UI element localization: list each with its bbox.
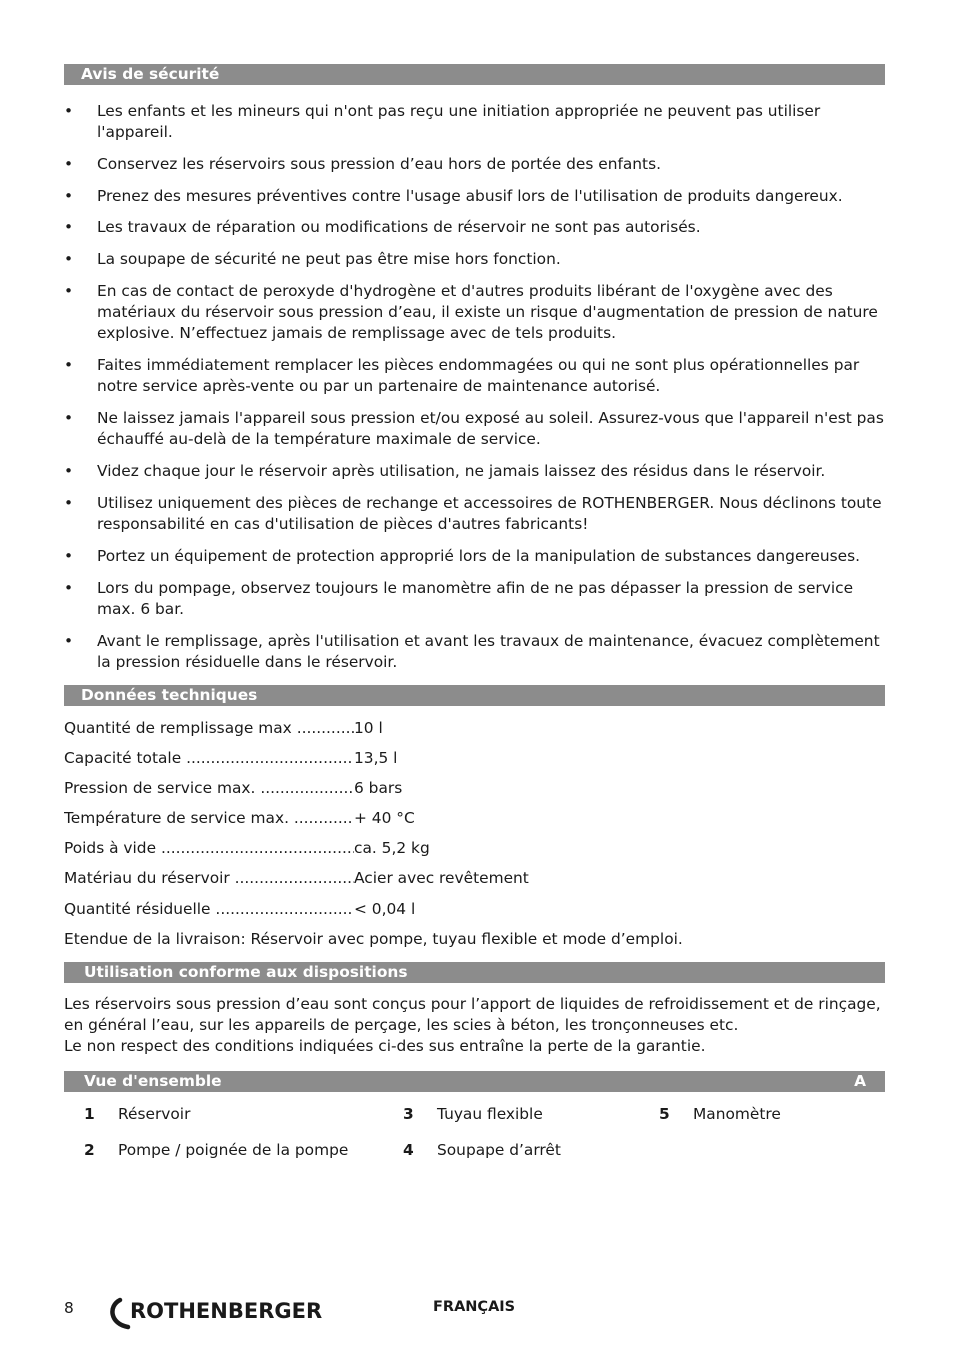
list-item: [64, 408, 894, 450]
tech-label: Pression de service max. .....: [64, 778, 354, 799]
bullet-icon: •: [64, 155, 74, 173]
text-line: en général l’eau, sur les appareils de perçage, les scies à béton, les tronçonneuses etc.: [64, 1016, 739, 1034]
bullet-icon: •: [64, 462, 74, 480]
overview-label: Manomètre: [693, 1105, 781, 1123]
section-header-technical: [64, 685, 885, 706]
brand-name: ROTHENBERGER: [130, 1299, 323, 1323]
list-item: [64, 578, 894, 620]
tech-label: Poids à vide .....: [64, 838, 354, 859]
tech-label: Température de service max. .....: [64, 808, 354, 829]
tech-value: + 40 °C: [354, 809, 415, 827]
list-item-text: Portez un équipement de protection approprié lors de la manipulation de substances dangereuses.: [97, 547, 861, 565]
overview-num: 5: [659, 1105, 670, 1123]
tech-label: Capacité totale .....: [64, 748, 354, 769]
figure-ref: A: [854, 1072, 866, 1090]
list-item: [64, 154, 894, 175]
overview-label: Soupape d’arrêt: [437, 1141, 561, 1159]
overview-label: Pompe / poignée de la pompe: [118, 1141, 349, 1159]
rothenberger-logo: [106, 1296, 346, 1332]
section-header-overview: [64, 1071, 885, 1092]
list-item-text: Videz chaque jour le réservoir après utilisation, ne jamais laissez des résidus dans le réservoir.: [97, 462, 826, 480]
list-item: [64, 281, 894, 344]
list-item: [64, 217, 894, 238]
section-title: Données techniques: [81, 686, 258, 704]
text-line: Les réservoirs sous pression d’eau sont conçus pour l’apport de liquides de refroidissement et de rinçage,: [64, 995, 881, 1013]
intended-use-text: [64, 994, 894, 1057]
bullet-icon: •: [64, 547, 74, 565]
list-item: [64, 249, 894, 270]
list-item-text: Faites immédiatement remplacer les pièces endommagées ou qui ne sont plus opérationnelles par notre service après-vente ou par un partenaire de maintenance autorisé.: [97, 356, 860, 395]
overview-num: 4: [403, 1141, 414, 1159]
bullet-icon: •: [64, 409, 74, 427]
list-item-text: Prenez des mesures préventives contre l'usage abusif lors de l'utilisation de produits dangereux.: [97, 187, 843, 205]
tech-value: 10 l: [354, 719, 383, 737]
list-item: [64, 631, 894, 673]
overview-label: Réservoir: [118, 1105, 191, 1123]
list-item-text: Les enfants et les mineurs qui n'ont pas reçu une initiation appropriée ne peuvent pas utiliser l'appareil.: [97, 102, 821, 141]
tech-value: ca. 5,2 kg: [354, 839, 430, 857]
tech-value: 13,5 l: [354, 749, 398, 767]
list-item-text: La soupape de sécurité ne peut pas être mise hors fonction.: [97, 250, 561, 268]
overview-label: Tuyau flexible: [437, 1105, 543, 1123]
delivery-scope: Etendue de la livraison: Réservoir avec pompe, tuyau flexible et mode d’emploi.: [64, 930, 683, 948]
page-number: 8: [64, 1299, 74, 1317]
language-label: FRANÇAIS: [433, 1299, 516, 1315]
section-title: Vue d'ensemble: [84, 1072, 222, 1090]
list-item: [64, 355, 894, 397]
tech-value: < 0,04 l: [354, 900, 416, 918]
list-item: [64, 546, 894, 567]
section-title: Avis de sécurité: [81, 65, 220, 83]
list-item-text: Conservez les réservoirs sous pression d’eau hors de portée des enfants.: [97, 155, 661, 173]
text-line: Le non respect des conditions indiquées ci-des sus entraîne la perte de la garantie.: [64, 1037, 706, 1055]
list-item: [64, 186, 894, 207]
tech-value: 6 bars: [354, 779, 403, 797]
bullet-icon: •: [64, 579, 74, 597]
section-header-intended-use: [64, 962, 885, 983]
section-header-safety: [64, 64, 885, 85]
list-item-text: Avant le remplissage, après l'utilisation et avant les travaux de maintenance, évacuez complètement la pression résiduelle dans le réservoir.: [97, 632, 880, 671]
list-item-text: Lors du pompage, observez toujours le manomètre afin de ne pas dépasser la pression de service max. 6 bar.: [97, 579, 854, 618]
bullet-icon: •: [64, 494, 74, 512]
bullet-icon: •: [64, 102, 74, 120]
bullet-icon: •: [64, 632, 74, 650]
list-item: [64, 493, 894, 535]
tech-label: Quantité de remplissage max .....: [64, 718, 354, 739]
tech-label: Matériau du réservoir .....: [64, 868, 354, 889]
list-item-text: Les travaux de réparation ou modifications de réservoir ne sont pas autorisés.: [97, 218, 701, 236]
list-item-text: Utilisez uniquement des pièces de rechange et accessoires de ROTHENBERGER. Nous déclinons toute responsabilité en cas d'utilisation de pièces d'autres fabricants!: [97, 494, 882, 533]
overview-num: 2: [84, 1141, 95, 1159]
bullet-icon: •: [64, 218, 74, 236]
list-item-text: Ne laissez jamais l'appareil sous pression et/ou exposé au soleil. Assurez-vous que l'appareil n'est pas échauffé au-delà de la température maximale de service.: [97, 409, 884, 448]
bullet-icon: •: [64, 187, 74, 205]
bullet-icon: •: [64, 250, 74, 268]
bullet-icon: •: [64, 282, 74, 300]
tech-label: Quantité résiduelle .....: [64, 899, 354, 920]
list-item: [64, 461, 894, 482]
list-item-text: En cas de contact de peroxyde d'hydrogène et d'autres produits libérant de l'oxygène avec des matériaux du réservoir sous pression d’eau, il existe un risque d'augmentation de pression de nature explosive. N’effectuez jamais de remplissage avec de tels produits.: [97, 282, 878, 342]
overview-num: 1: [84, 1105, 95, 1123]
tech-value: Acier avec revêtement: [354, 869, 529, 887]
bullet-icon: •: [64, 356, 74, 374]
section-title: Utilisation conforme aux dispositions: [84, 963, 408, 981]
overview-num: 3: [403, 1105, 414, 1123]
list-item: [64, 101, 894, 143]
